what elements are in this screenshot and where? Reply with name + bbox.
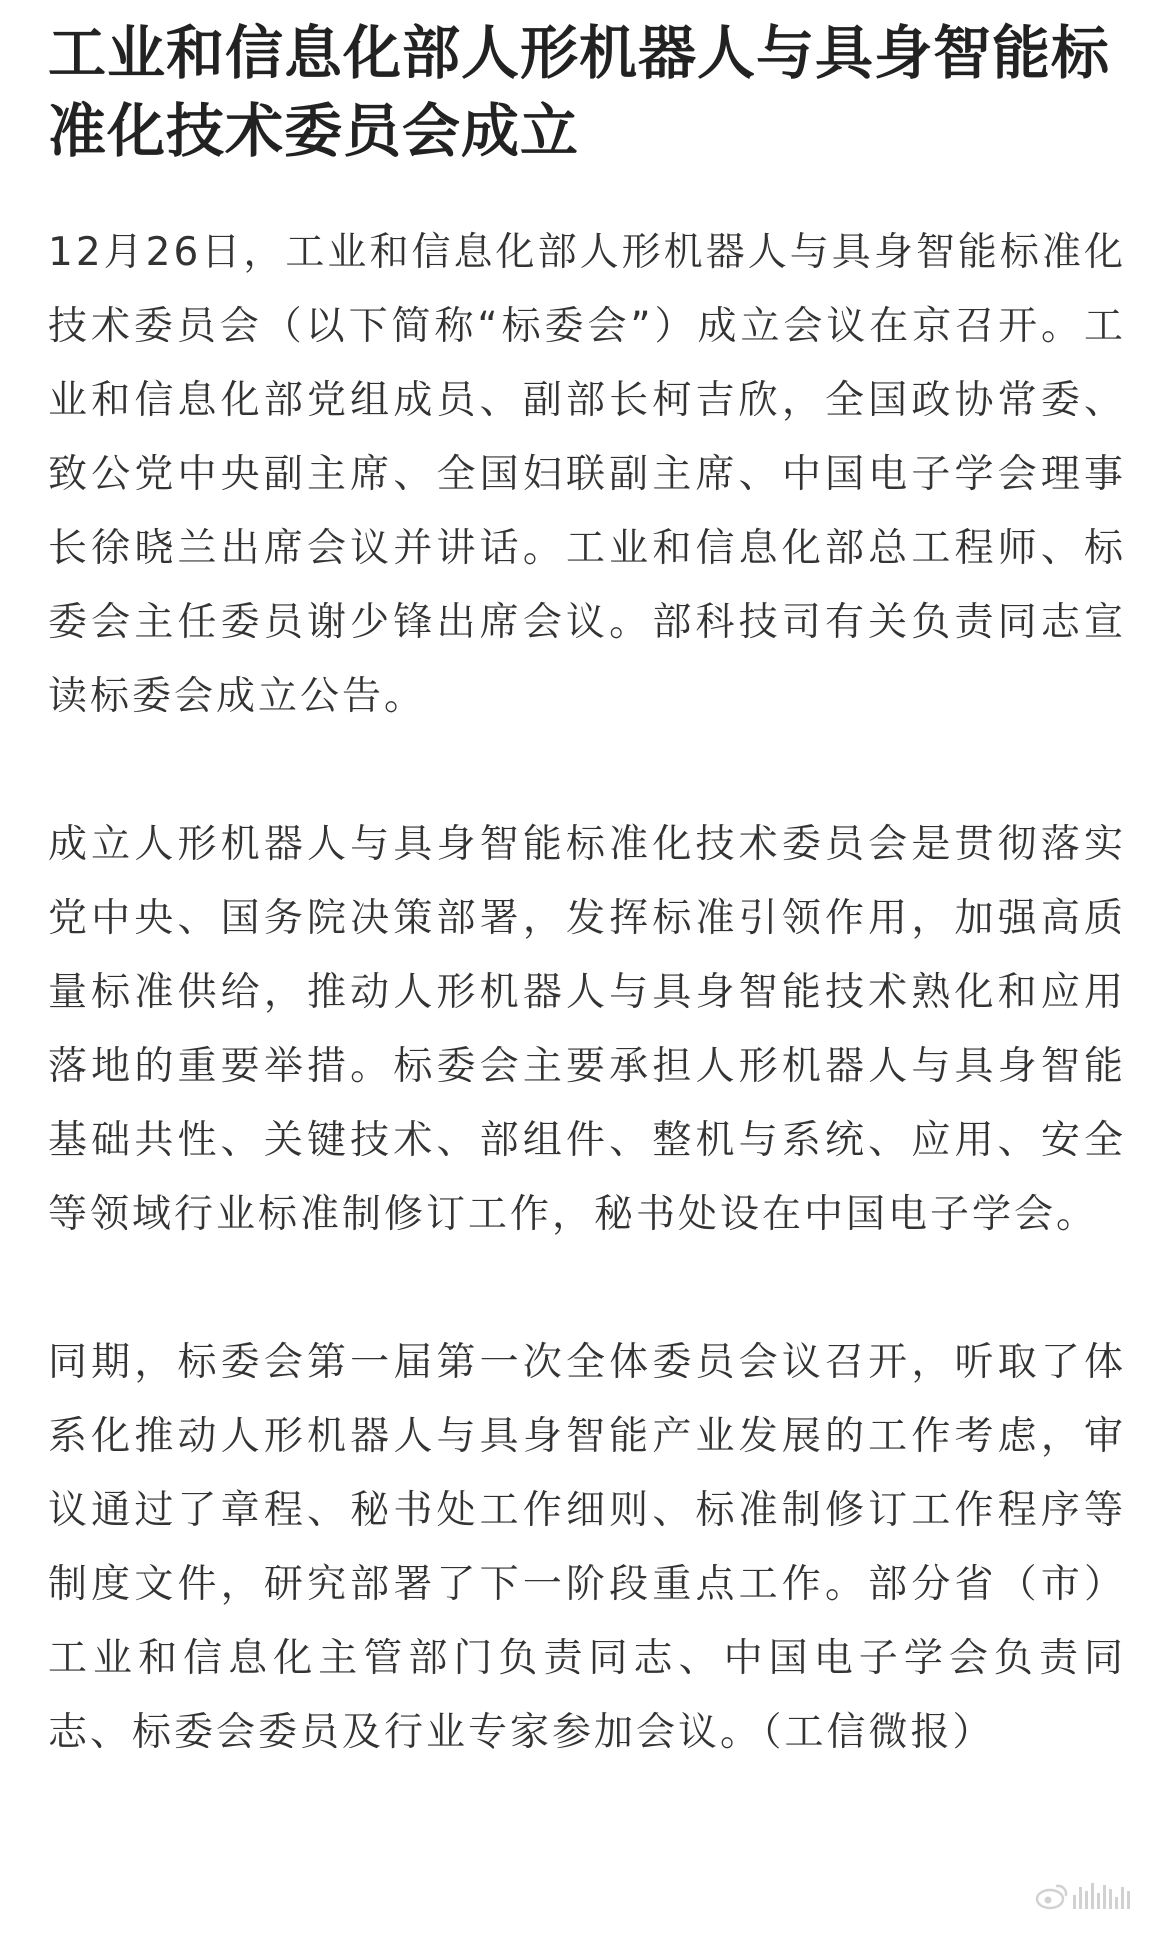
article-title: 工业和信息化部人形机器人与具身智能标准化技术委员会成立 — [48, 19, 1111, 165]
article — [48, 14, 1126, 1770]
article-paragraph-3: 同期，标委会第一届第一次全体委员会议召开，听取了体系化推动人形机器人与具身智能产业发展的工作考虑，审议通过了章程、秘书处工作细则、标准制修订工作程序等制度文件，研究部署了下一阶段重点工作。部分省（市）工业和信息化主管部门负责同志、中国电子学会负责同志、标委会委员及行业专家参加会议。（工信微报） — [48, 1340, 1126, 1755]
article-paragraph-1: 12月26日，工业和信息化部人形机器人与具身智能标准化技术委员会（以下简称“标委会”）成立会议在京召开。工业和信息化部党组成员、副部长柯吉欣，全国政协常委、致公党中央副主席、全国妇联副主席、中国电子学会理事长徐晓兰出席会议并讲话。工业和信息化部总工程师、标委会主任委员谢少锋出席会议。部科技司有关负责同志宣读标委会成立公告。 — [48, 230, 1126, 719]
weibo-logo-icon — [1035, 1882, 1069, 1910]
watermark-bars — [1073, 1883, 1130, 1909]
watermark — [1035, 1882, 1130, 1910]
article-paragraph-2: 成立人形机器人与具身智能标准化技术委员会是贯彻落实党中央、国务院决策部署，发挥标准引领作用，加强高质量标准供给，推动人形机器人与具身智能技术熟化和应用落地的重要举措。标委会主要承担人形机器人与具身智能基础共性、关键技术、部组件、整机与系统、应用、安全等领域行业标准制修订工作，秘书处设在中国电子学会。 — [48, 822, 1126, 1237]
